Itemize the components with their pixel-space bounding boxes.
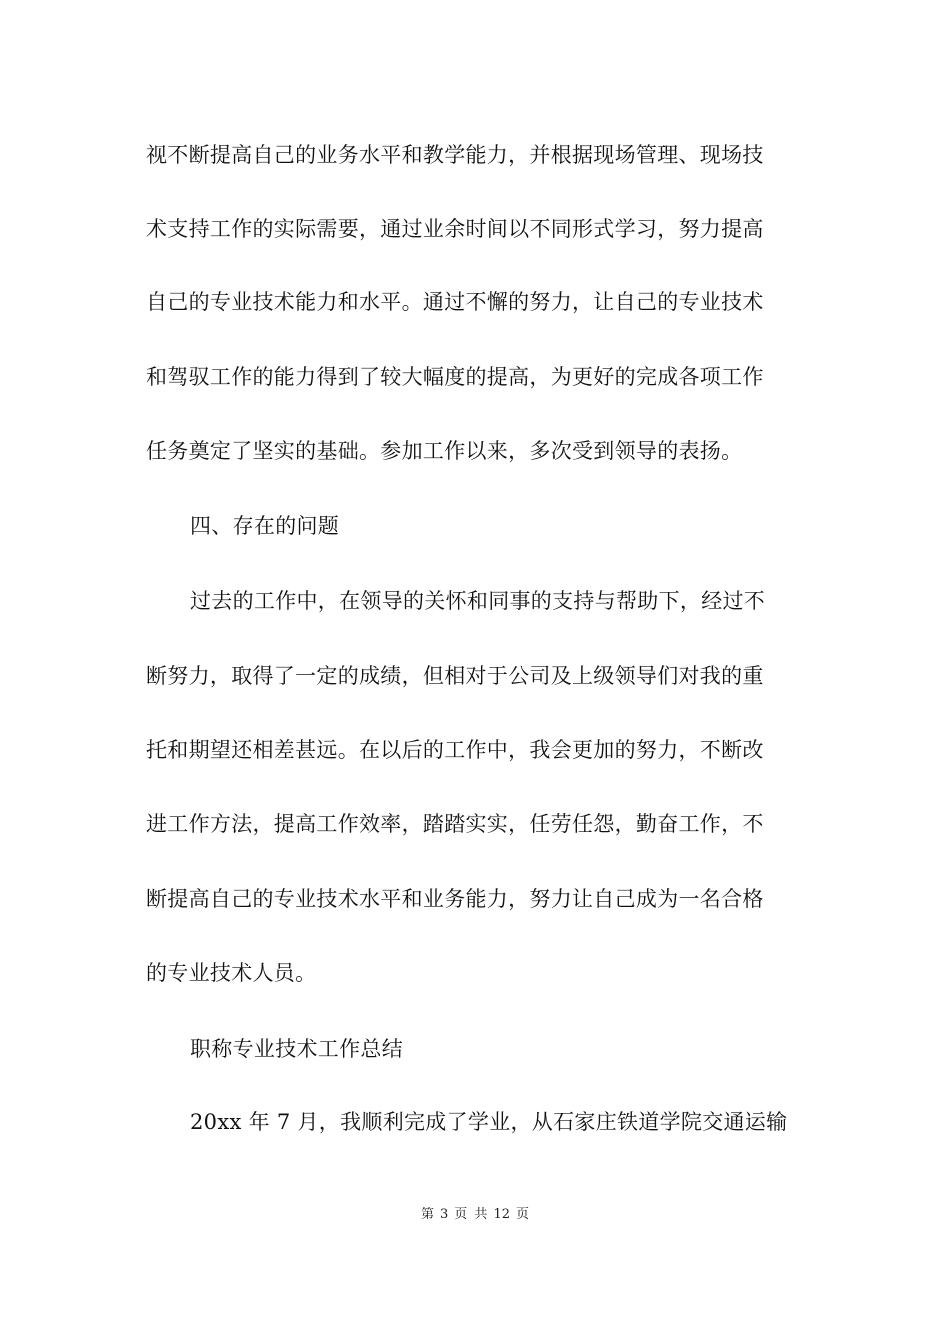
paragraph-line: 断提高自己的专业技术水平和业务能力，努力让自己成为一名合格 bbox=[146, 887, 764, 911]
paragraph-line: 进工作方法，提高工作效率，踏踏实实，任劳任怨，勤奋工作，不 bbox=[146, 812, 764, 836]
paragraph-line: 和驾驭工作的能力得到了较大幅度的提高，为更好的完成各项工作 bbox=[146, 365, 764, 389]
paragraph-line: 20xx 年 7 月，我顺利完成了学业，从石家庄铁道学院交通运输 bbox=[190, 1110, 788, 1134]
paragraph-line: 任务奠定了坚实的基础。参加工作以来，多次受到领导的表扬。 bbox=[146, 439, 743, 463]
footer-total-pages: 12 bbox=[493, 1207, 510, 1222]
paragraph-line: 自己的专业技术能力和水平。通过不懈的努力，让自己的专业技术 bbox=[146, 290, 764, 314]
paragraph-line: 的专业技术人员。 bbox=[146, 961, 317, 985]
section-heading: 四、存在的问题 bbox=[190, 514, 340, 538]
section-heading: 职称专业技术工作总结 bbox=[190, 1037, 403, 1061]
paragraph-line: 过去的工作中，在领导的关怀和同事的支持与帮助下，经过不 bbox=[190, 589, 766, 613]
footer-current-page: 3 bbox=[440, 1207, 449, 1222]
paragraph-line: 术支持工作的实际需要，通过业余时间以不同形式学习，努力提高 bbox=[146, 217, 764, 241]
paragraph-line: 断努力，取得了一定的成绩，但相对于公司及上级领导们对我的重 bbox=[146, 664, 764, 688]
footer-suffix: 页 bbox=[515, 1207, 529, 1222]
page-footer bbox=[0, 1206, 950, 1224]
paragraph-line: 托和期望还相差甚远。在以后的工作中，我会更加的努力，不断改 bbox=[146, 738, 764, 762]
footer-mid: 页 共 bbox=[454, 1207, 488, 1222]
footer-prefix: 第 bbox=[421, 1207, 435, 1222]
paragraph-line: 视不断提高自己的业务水平和教学能力，并根据现场管理、现场技 bbox=[146, 143, 764, 167]
